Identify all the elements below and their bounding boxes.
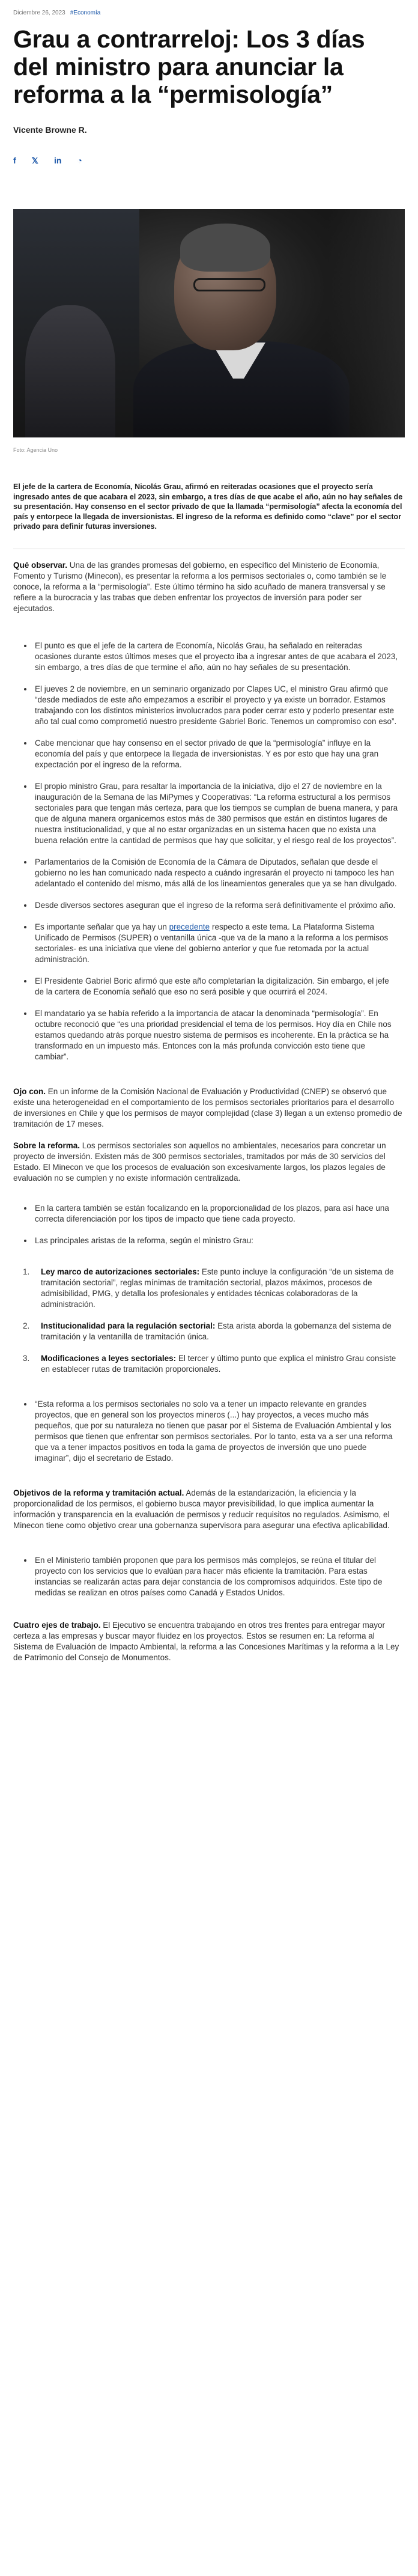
list-item: En el Ministerio también proponen que para los permisos más complejos, se reúna el titular del proyecto con los servicios que lo evalúan para hacer más eficiente la tramitación. Para estas instancias se realizarán actas para dejar constancia de los compromisos adquiridos. Este tipo de medidas se realizan en otros países como Canadá y Estados Unidos.	[24, 1555, 400, 1598]
list-item: El propio ministro Grau, para resaltar la importancia de la iniciativa, dijo el 27 de noviembre en la inauguración de la Semana de las MiPymes y Cooperativas: “La reforma estructural a los permisos sectoriales para que tengan más certeza, para que los tiempos se cumplan de buena manera, y para que de alguna manera organicemos estos más de 380 permisos que están en distintos lugares de nuestra institucionalidad, y que al no estar organizadas en un sistema hacen que no exista una buena relación entre la cantidad de permisos que hay que solicitar, y el riesgo real de los proyectos”.	[24, 781, 400, 846]
numbered-item: 2. Institucionalidad para la regulación sectorial: Esta arista aborda la gobernanza del sistema de tramitación y la ventanilla de tramitación única.	[23, 1321, 392, 1341]
list-item: El mandatario ya se había referido a la importancia de atacar la denominada “permisología”. En octubre reconoció que “es una prioridad presidencial el tema de los permisos. Hoy día en Chile nos estamos quedando atrás porque nuestro sistema de permisos es incoherente. En la práctica se ha transformado en un impuesto más. Entonces con la más profunda convicción esto tiene que cambiar”.	[24, 1008, 400, 1062]
list-item: Desde diversos sectores aseguran que el ingreso de la reforma será definitivamente el próximo año.	[24, 900, 400, 911]
paragraph-que-observar: Qué observar. Una de las grandes promesas del gobierno, en específico del Ministerio de Economía, Fomento y Turismo (Minecon), es presentar la reforma a los permisos sectoriales o, como también se le conoce, la reforma a la “permisología”. Este último término ha sido acuñado de manera transversal y se refiere a la burocracia y las trabas que deben enfrentar los proyectos de inversión para poder ser ejecutados.	[13, 560, 387, 613]
section-label: Ojo con.	[13, 1086, 46, 1096]
list-item: Es importante señalar que ya hay un precedente respecto a este tema. La Plataforma Sistema Unificado de Permisos (SUPER) o ventanilla única -que va de la mano a la reforma a los permisos sectoriales- es una iniciativa que viene del gobierno anterior y que fue retomada por la actual administración.	[24, 922, 400, 965]
share-bar	[13, 155, 405, 166]
photo-person-hair	[180, 224, 270, 272]
paragraph-sobre-la-reforma: Sobre la reforma. Los permisos sectoriales son aquellos no ambientales, necesarios para concretar un proyecto de inversión. Existen más de 300 permisos sectoriales, tramitados por más de 30 servicios del Estado. El Minecon ve que los procesos de evaluación son excesivamente largos, los plazos legales de evaluación no se cumplen y no existe información centralizada.	[13, 1140, 386, 1183]
list-item: En la cartera también se están focalizando en la proporcionalidad de los plazos, para así hace una correcta diferenciación por los tipos de impacto que tiene cada proyecto.	[24, 1203, 400, 1225]
precedente-link[interactable]: precedente	[169, 922, 210, 931]
publish-date: Diciembre 26, 2023	[13, 9, 65, 16]
article-body	[13, 560, 405, 1663]
bullet-list	[13, 1399, 405, 1464]
photo-light	[327, 209, 405, 437]
list-item: Las principales aristas de la reforma, según el ministro Grau:	[24, 1235, 400, 1246]
whatsapp-icon[interactable]: ◔	[77, 156, 82, 165]
paragraph-ojo-con: Ojo con. En un informe de la Comisión Nacional de Evaluación y Productividad (CNEP) se observó que existe una heterogeneidad en el comportamiento de los permisos sectoriales prioritarios para el desarrollo de inversiones en Chile y que los permisos de mayor complejidad (clase 3) llegan a un extenso promedio de tramitación de 17 meses.	[13, 1086, 402, 1128]
category-tag[interactable]: #Economía	[70, 9, 101, 16]
list-item: El punto es que el jefe de la cartera de Economía, Nicolás Grau, ha señalado en reiteradas ocasiones durante estos últimos meses que el proyecto iba a ingresar antes de que acabara el 2023, sin embargo, a tres días de que termine el año, aún no hay señales de su presentación.	[24, 641, 400, 673]
author-name[interactable]: Vicente Browne R.	[13, 125, 87, 135]
numbered-item: 3. Modificaciones a leyes sectoriales: El tercer y último punto que explica el ministro Grau consiste en establecer rutas de tramitación proporcionales.	[23, 1353, 396, 1374]
article-lead: El jefe de la cartera de Economía, Nicolás Grau, afirmó en reiteradas ocasiones que el proyecto sería ingresado antes de que acabara el 2023, sin embargo, a tres días de que acabe el año, aún no hay señales de su presentación. Hay consenso en el sector privado de que la llamada “permisología” afecta la economía del país y entorpece la llegada de inversionistas. El ingreso de la reforma es definido como “clave” por el sector privado para definir futuras inversiones.	[13, 482, 405, 549]
list-item: El jueves 2 de noviembre, en un seminario organizado por Clapes UC, el ministro Grau afirmó que “desde mediados de este año empezamos a escribir el proyecto y ya existe un borrador. Estamos trabajando con los distintos ministerios involucrados para poder cerrar esto y poderlo presentar este año tal cual como comprometió nuestro presidente Gabriel Boric. Tenemos un compromiso con eso”.	[24, 684, 400, 727]
x-twitter-icon[interactable]: 𝕏	[31, 155, 38, 165]
linkedin-icon[interactable]: in	[53, 156, 62, 165]
list-item: Parlamentarios de la Comisión de Economía de la Cámara de Diputados, señalan que desde el gobierno no les han comunicado nada respecto a cuándo ingresarán el proyecto ni tampoco les han adelantado el contenido del mismo, más allá de los lineamientos generales que ya se han divulgado.	[24, 857, 400, 889]
photo-person-glasses	[193, 278, 265, 291]
bullet-list	[13, 641, 405, 1062]
photo-background-person	[25, 305, 115, 437]
section-label: Qué observar.	[13, 560, 68, 570]
article-meta	[13, 0, 405, 18]
list-item: El Presidente Gabriel Boric afirmó que este año completarían la digitalización. Sin embargo, el jefe de la cartera de Economía señaló que eso no será posible y que ocurrirá el 2024.	[24, 976, 400, 997]
bullet-list	[13, 1203, 405, 1246]
numbered-item: 1. Ley marco de autorizaciones sectoriales: Este punto incluye la configuración “de un sistema de tramitación sectorial”, reglas mínimas de tramitación sectorial, plazos máximos, procesos de admisibilidad, PMG, y detalla los profesionales y entidades técnicas colaboradoras de la administración.	[23, 1267, 394, 1309]
list-item: “Esta reforma a los permisos sectoriales no solo va a tener un impacto relevante en grandes proyectos, que en general son los proyectos mineros (...) hay proyectos, a veces mucho más pequeños, que por su naturaleza no tienen que pasar por el Sistema de Evaluación Ambiental y los permisos que tienen que enfrentar son permisos sectoriales. Por lo tanto, esta va a ser una reforma que va a tener impactos positivos en toda la gama de proyectos de inversión que uno puede imaginar”, dijo el secretario de Estado.	[24, 1399, 400, 1464]
numbered-list	[13, 1267, 405, 1375]
section-label: Objetivos de la reforma y tramitación actual.	[13, 1488, 184, 1497]
section-label: Cuatro ejes de trabajo.	[13, 1620, 101, 1630]
list-item: Cabe mencionar que hay consenso en el sector privado de que la “permisología” influye en la economía del país y que entorpece la llegada de inversionistas. Y es por esto que hay una gran expectación por el ingreso de la reforma.	[24, 738, 400, 770]
section-label: Sobre la reforma.	[13, 1140, 80, 1150]
hero-photo	[13, 209, 405, 437]
paragraph-objetivos: Objetivos de la reforma y tramitación actual. Además de la estandarización, la eficiencia y la proporcionalidad de los permisos, el gobierno busca mayor previsibilidad, lo que implica aumentar la información y transparencia en la evaluación de permisos y reducir requisitos no regulados. Asimismo, el Minecon tiene como objetivo crear una gobernanza supervisora para asegurar una efectiva aplicabilidad.	[13, 1488, 390, 1530]
photo-caption: Foto: Agencia Uno	[13, 447, 58, 453]
bullet-list	[13, 1555, 405, 1598]
facebook-icon[interactable]: f	[13, 156, 16, 165]
article-title: Grau a contrarreloj: Los 3 días del ministro para anunciar la reforma a la “permisología”	[13, 25, 365, 108]
paragraph-cuatro-ejes: Cuatro ejes de trabajo. El Ejecutivo se encuentra trabajando en otros tres frentes para entregar mayor certeza a las empresas y buscar mayor fluidez en los proyectos. Estos se resumen en: La reforma al Sistema de Evaluación de Impacto Ambiental, la reforma a las Concesiones Marítimas y la reforma a la Ley de Patrimonio del Consejo de Monumentos.	[13, 1620, 399, 1662]
